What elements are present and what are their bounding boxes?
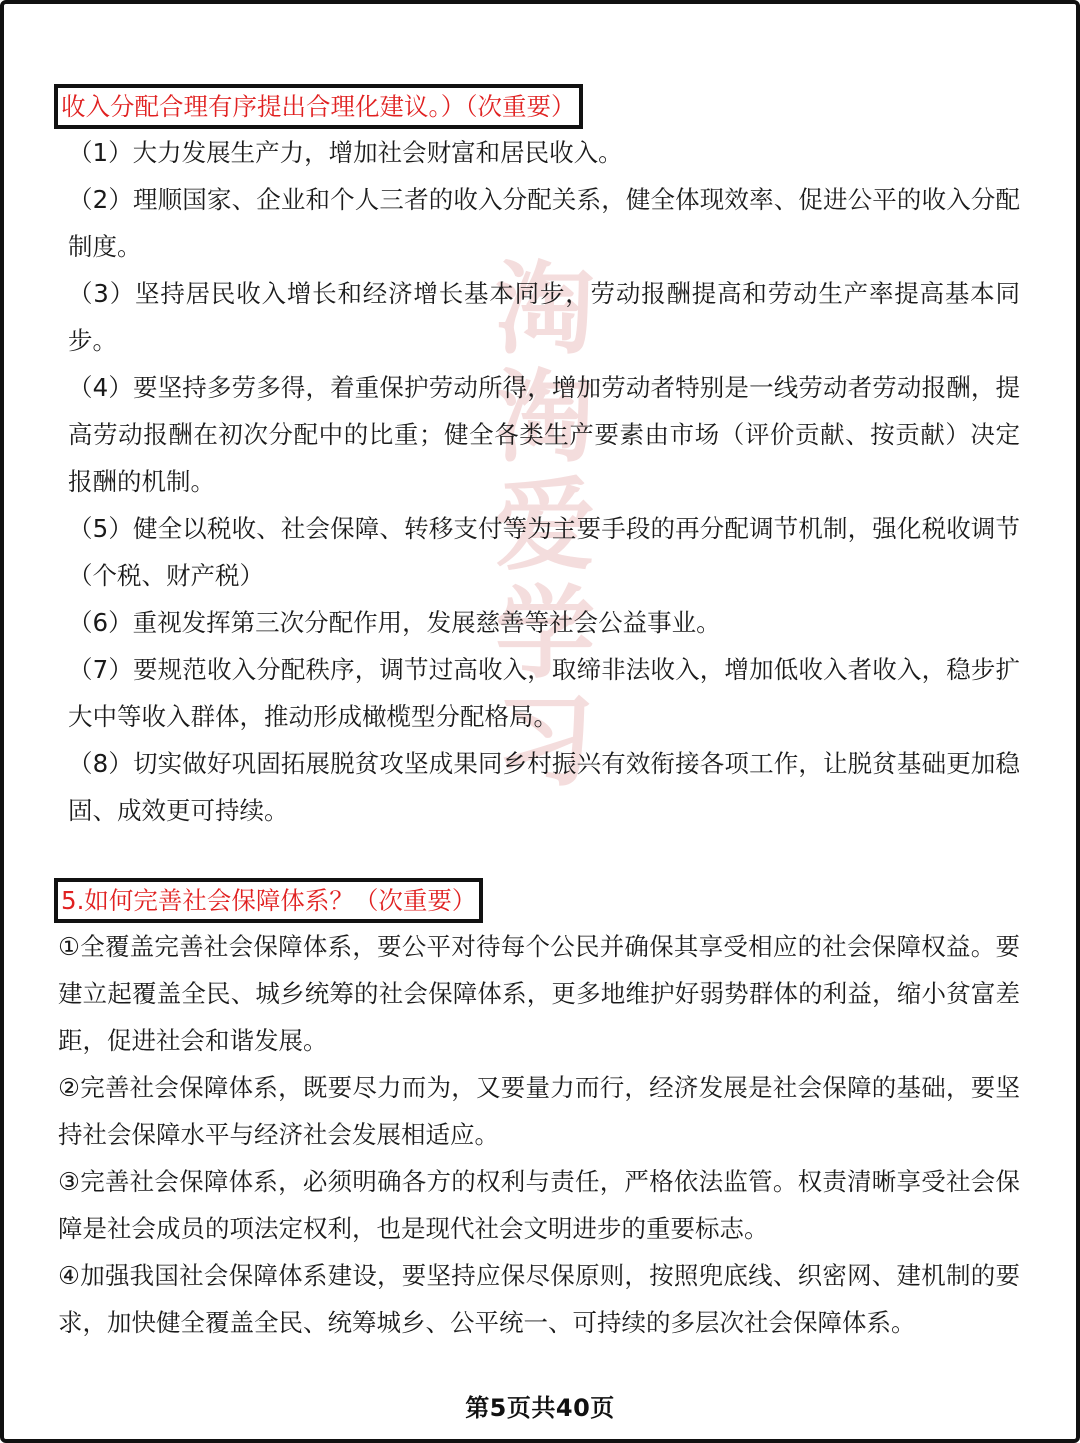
watermark-char: 学 xyxy=(495,574,595,692)
section-1-heading: 收入分配合理有序提出合理化建议。）（次重要） xyxy=(54,84,583,129)
section-2-item-2: ②完善社会保障体系，既要尽力而为，又要量力而行，经济发展是社会保障的基础，要坚持社会保障水平与经济社会发展相适应。 xyxy=(58,1073,1020,1149)
document-body xyxy=(58,84,1020,1346)
watermark-char: 淘 xyxy=(495,358,595,476)
section-1-item-7: （7）要规范收入分配秩序，调节过高收入，取缔非法收入，增加低收入者收入，稳步扩大中等收入群体，推动形成橄榄型分配格局。 xyxy=(68,655,1020,731)
page-number: 第5页共40页 xyxy=(465,1394,615,1422)
watermark-char: 淘 xyxy=(495,250,595,368)
watermark-char: 习 xyxy=(495,682,595,800)
section-1-item-5: （5）健全以税收、社会保障、转移支付等为主要手段的再分配调节机制，强化税收调节（个税、财产税） xyxy=(68,514,1020,590)
section-2-heading: 5.如何完善社会保障体系？（次重要） xyxy=(54,878,483,923)
section-1-item-1: （1）大力发展生产力，增加社会财富和居民收入。 xyxy=(68,138,623,167)
section-1-item-2: （2）理顺国家、企业和个人三者的收入分配关系，健全体现效率、促进公平的收入分配制度。 xyxy=(68,185,1020,261)
watermark-char: 爱 xyxy=(495,466,595,584)
section-1-item-4: （4）要坚持多劳多得，着重保护劳动所得，增加劳动者特别是一线劳动者劳动报酬，提高劳动报酬在初次分配中的比重；健全各类生产要素由市场（评价贡献、按贡献）决定报酬的机制。 xyxy=(68,373,1020,496)
section-1-item-8: （8）切实做好巩固拓展脱贫攻坚成果同乡村振兴有效衔接各项工作，让脱贫基础更加稳固、成效更可持续。 xyxy=(68,749,1020,825)
section-divider-space xyxy=(58,834,1020,878)
section-2-item-4: ④加强我国社会保障体系建设，要坚持应保尽保原则，按照兜底线、织密网、建机制的要求，加快健全覆盖全民、统筹城乡、公平统一、可持续的多层次社会保障体系。 xyxy=(58,1261,1020,1337)
section-1-item-6: （6）重视发挥第三次分配作用，发展慈善等社会公益事业。 xyxy=(68,608,721,637)
section-2-item-3: ③完善社会保障体系，必须明确各方的权利与责任，严格依法监管。权责清晰享受社会保障是社会成员的项法定权利，也是现代社会文明进步的重要标志。 xyxy=(58,1167,1020,1243)
section-2-item-1: ①全覆盖完善社会保障体系，要公平对待每个公民并确保其享受相应的社会保障权益。要建立起覆盖全民、城乡统筹的社会保障体系，更多地维护好弱势群体的利益，缩小贫富差距，促进社会和谐发展。 xyxy=(58,932,1020,1055)
section-1-item-3: （3）坚持居民收入增长和经济增长基本同步，劳动报酬提高和劳动生产率提高基本同步。 xyxy=(68,279,1020,355)
